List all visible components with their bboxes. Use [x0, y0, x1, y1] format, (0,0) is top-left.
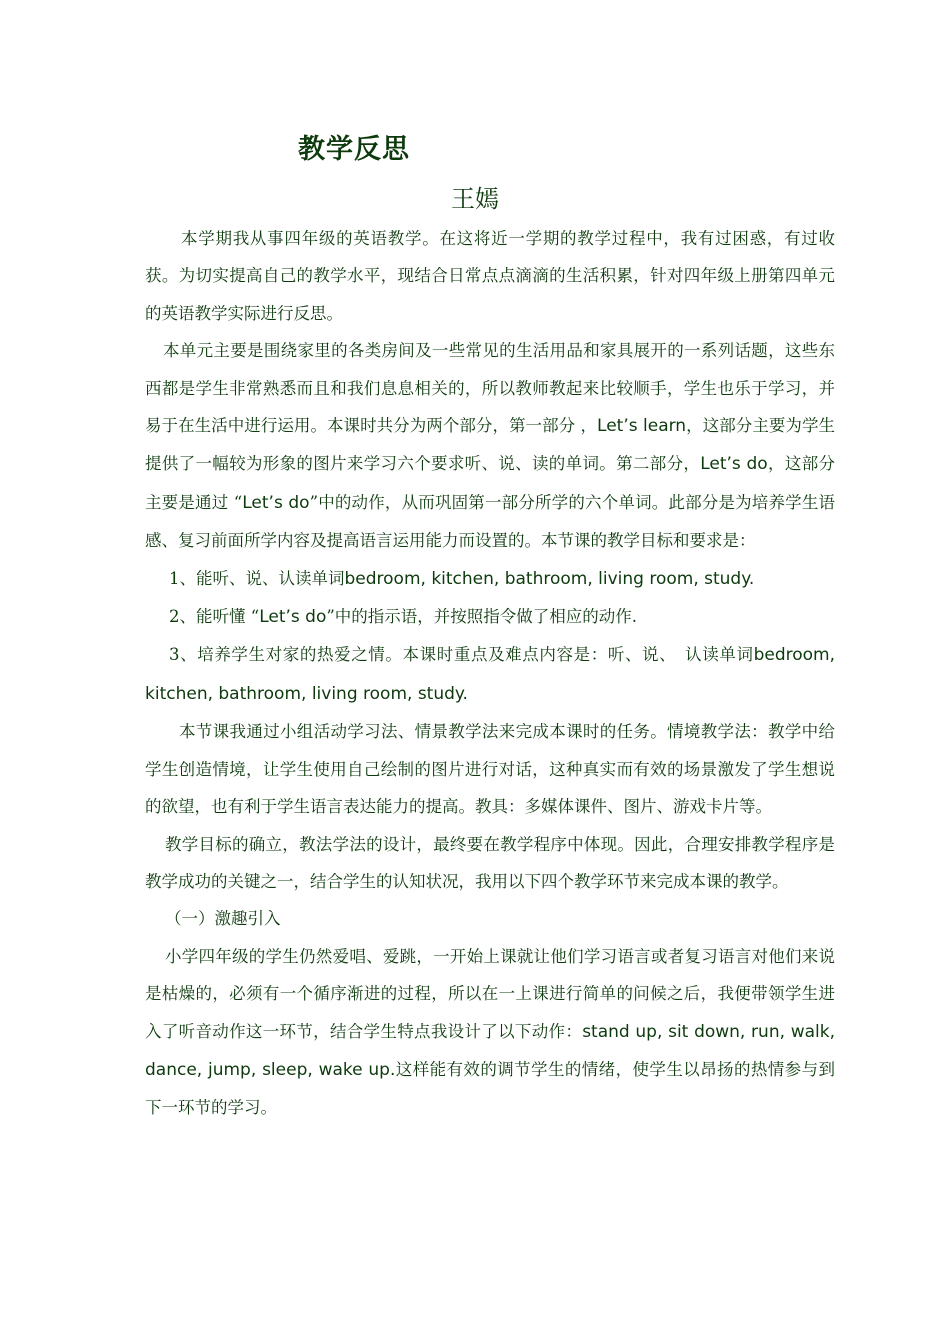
paragraph-procedure: 教学目标的确立，教法学法的设计，最终要在教学程序中体现。因此，合理安排教学程序是教学成功的关键之一，结合学生的认知状况，我用以下四个教学环节来完成本课的教学。: [145, 834, 835, 891]
paragraph-methods: 本节课我通过小组活动学习法、情景教学法来完成本课时的任务。情境教学法：教学中给学生创造情境，让学生使用自己绘制的图片进行对话，这种真实而有效的场景激发了学生想说的欲望，也有利于学生语言表达能力的提高。教具：多媒体课件、图片、游戏卡片等。: [145, 722, 835, 817]
document-author: 王嫣: [451, 185, 499, 213]
paragraph-goal-1: 1、能听、说、认读单词bedroom, kitchen, bathroom, living room, study.: [169, 568, 755, 589]
paragraph-warmup: 小学四年级的学生仍然爱唱、爱跳，一开始上课就让他们学习语言或者复习语言对他们来说是枯燥的，必须有一个循序渐进的过程，所以在一上课进行简单的问候之后，我便带领学生进入了听音动作这一环节，结合学生特点我设计了以下动作：stand up, sit down, run, walk, dance, jump, sleep, wake up.这样能有效的调节学生的情绪，使学生以昂扬的热情参与到下一环节的学习。: [145, 946, 836, 1118]
document-body: [145, 220, 835, 1127]
paragraph-intro: 本学期我从事四年级的英语教学。在这将近一学期的教学过程中，我有过困惑，有过收获。为切实提高自己的教学水平，现结合日常点点滴滴的生活积累，针对四年级上册第四单元的英语教学实际进行反思。: [145, 229, 835, 323]
paragraph-unit-overview: 本单元主要是围绕家里的各类房间及一些常见的生活用品和家具展开的一系列话题，这些东西都是学生非常熟悉而且和我们息息相关的，所以教师教起来比较顺手，学生也乐于学习，并易于在生活中进行运用。本课时共分为两个部分，第一部分 ，Let’s learn，这部分主要为学生提供了一幅较为形象的图片来学习六个要求听、说、读的单词。第二部分，Let’s do，这部分主要是通过 “Let’s do”中的动作，从而巩固第一部分所学的六个单词。此部分是为培养学生语感、复习前面所学内容及提高语言运用能力而设置的。本节课的教学目标和要求是：: [145, 341, 836, 551]
section-heading-1: （一）激趣引入: [165, 909, 281, 929]
paragraph-goal-3: 3、培养学生对家的热爱之情。本课时重点及难点内容是：听、说、 认读单词bedroom, kitchen, bathroom, living room, study.: [145, 645, 835, 704]
paragraph-goal-2: 2、能听懂 “Let’s do”中的指示语，并按照指令做了相应的动作.: [169, 607, 638, 628]
document-title: 教学反思: [298, 134, 410, 165]
